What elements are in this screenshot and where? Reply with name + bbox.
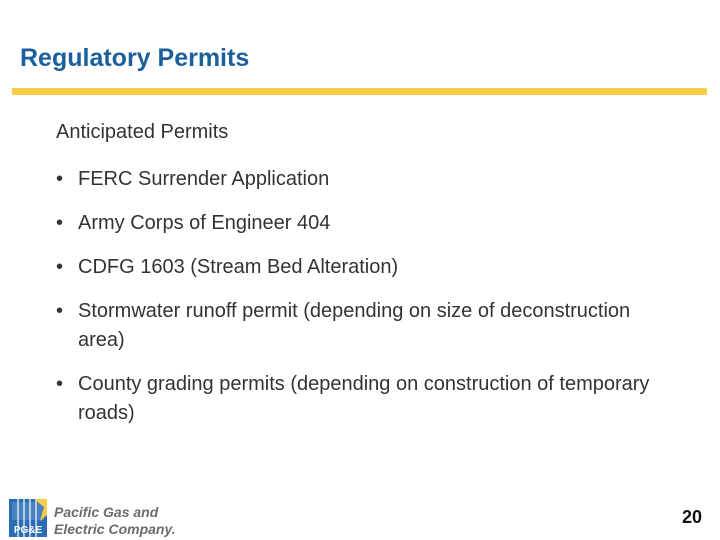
logo-line-2: Electric Company.	[54, 521, 176, 537]
bullet-text: CDFG 1603 (Stream Bed Alteration)	[78, 256, 399, 278]
slide-title: Regulatory Permits	[20, 44, 250, 72]
bullet-dot: •	[56, 212, 64, 234]
bullet-item	[56, 370, 676, 428]
bullet-item	[56, 253, 676, 282]
title-divider	[12, 88, 707, 95]
bullet-dot: •	[56, 168, 64, 190]
bullet-item	[56, 297, 676, 355]
company-logo	[8, 495, 188, 539]
logo-wordmark	[54, 504, 176, 538]
section-heading: Anticipated Permits	[56, 121, 229, 143]
bullet-item	[56, 165, 676, 194]
logo-line-1: Pacific Gas and	[54, 504, 159, 520]
logo-mark-text: PG&E	[13, 525, 43, 536]
bullet-dot: •	[56, 256, 64, 278]
bullet-dot: •	[56, 373, 64, 395]
bullet-text: Stormwater runoff permit (depending on size of deconstruction area)	[78, 300, 631, 351]
bullet-item	[56, 209, 676, 238]
bullet-text: Army Corps of Engineer 404	[78, 212, 331, 234]
bullet-text: County grading permits (depending on construction of temporary roads)	[78, 373, 650, 424]
pge-logo-mark	[8, 495, 48, 539]
bullet-text: FERC Surrender Application	[78, 168, 330, 190]
bullet-dot: •	[56, 300, 64, 322]
page-number: 20	[681, 507, 702, 527]
bullet-list	[56, 165, 676, 443]
